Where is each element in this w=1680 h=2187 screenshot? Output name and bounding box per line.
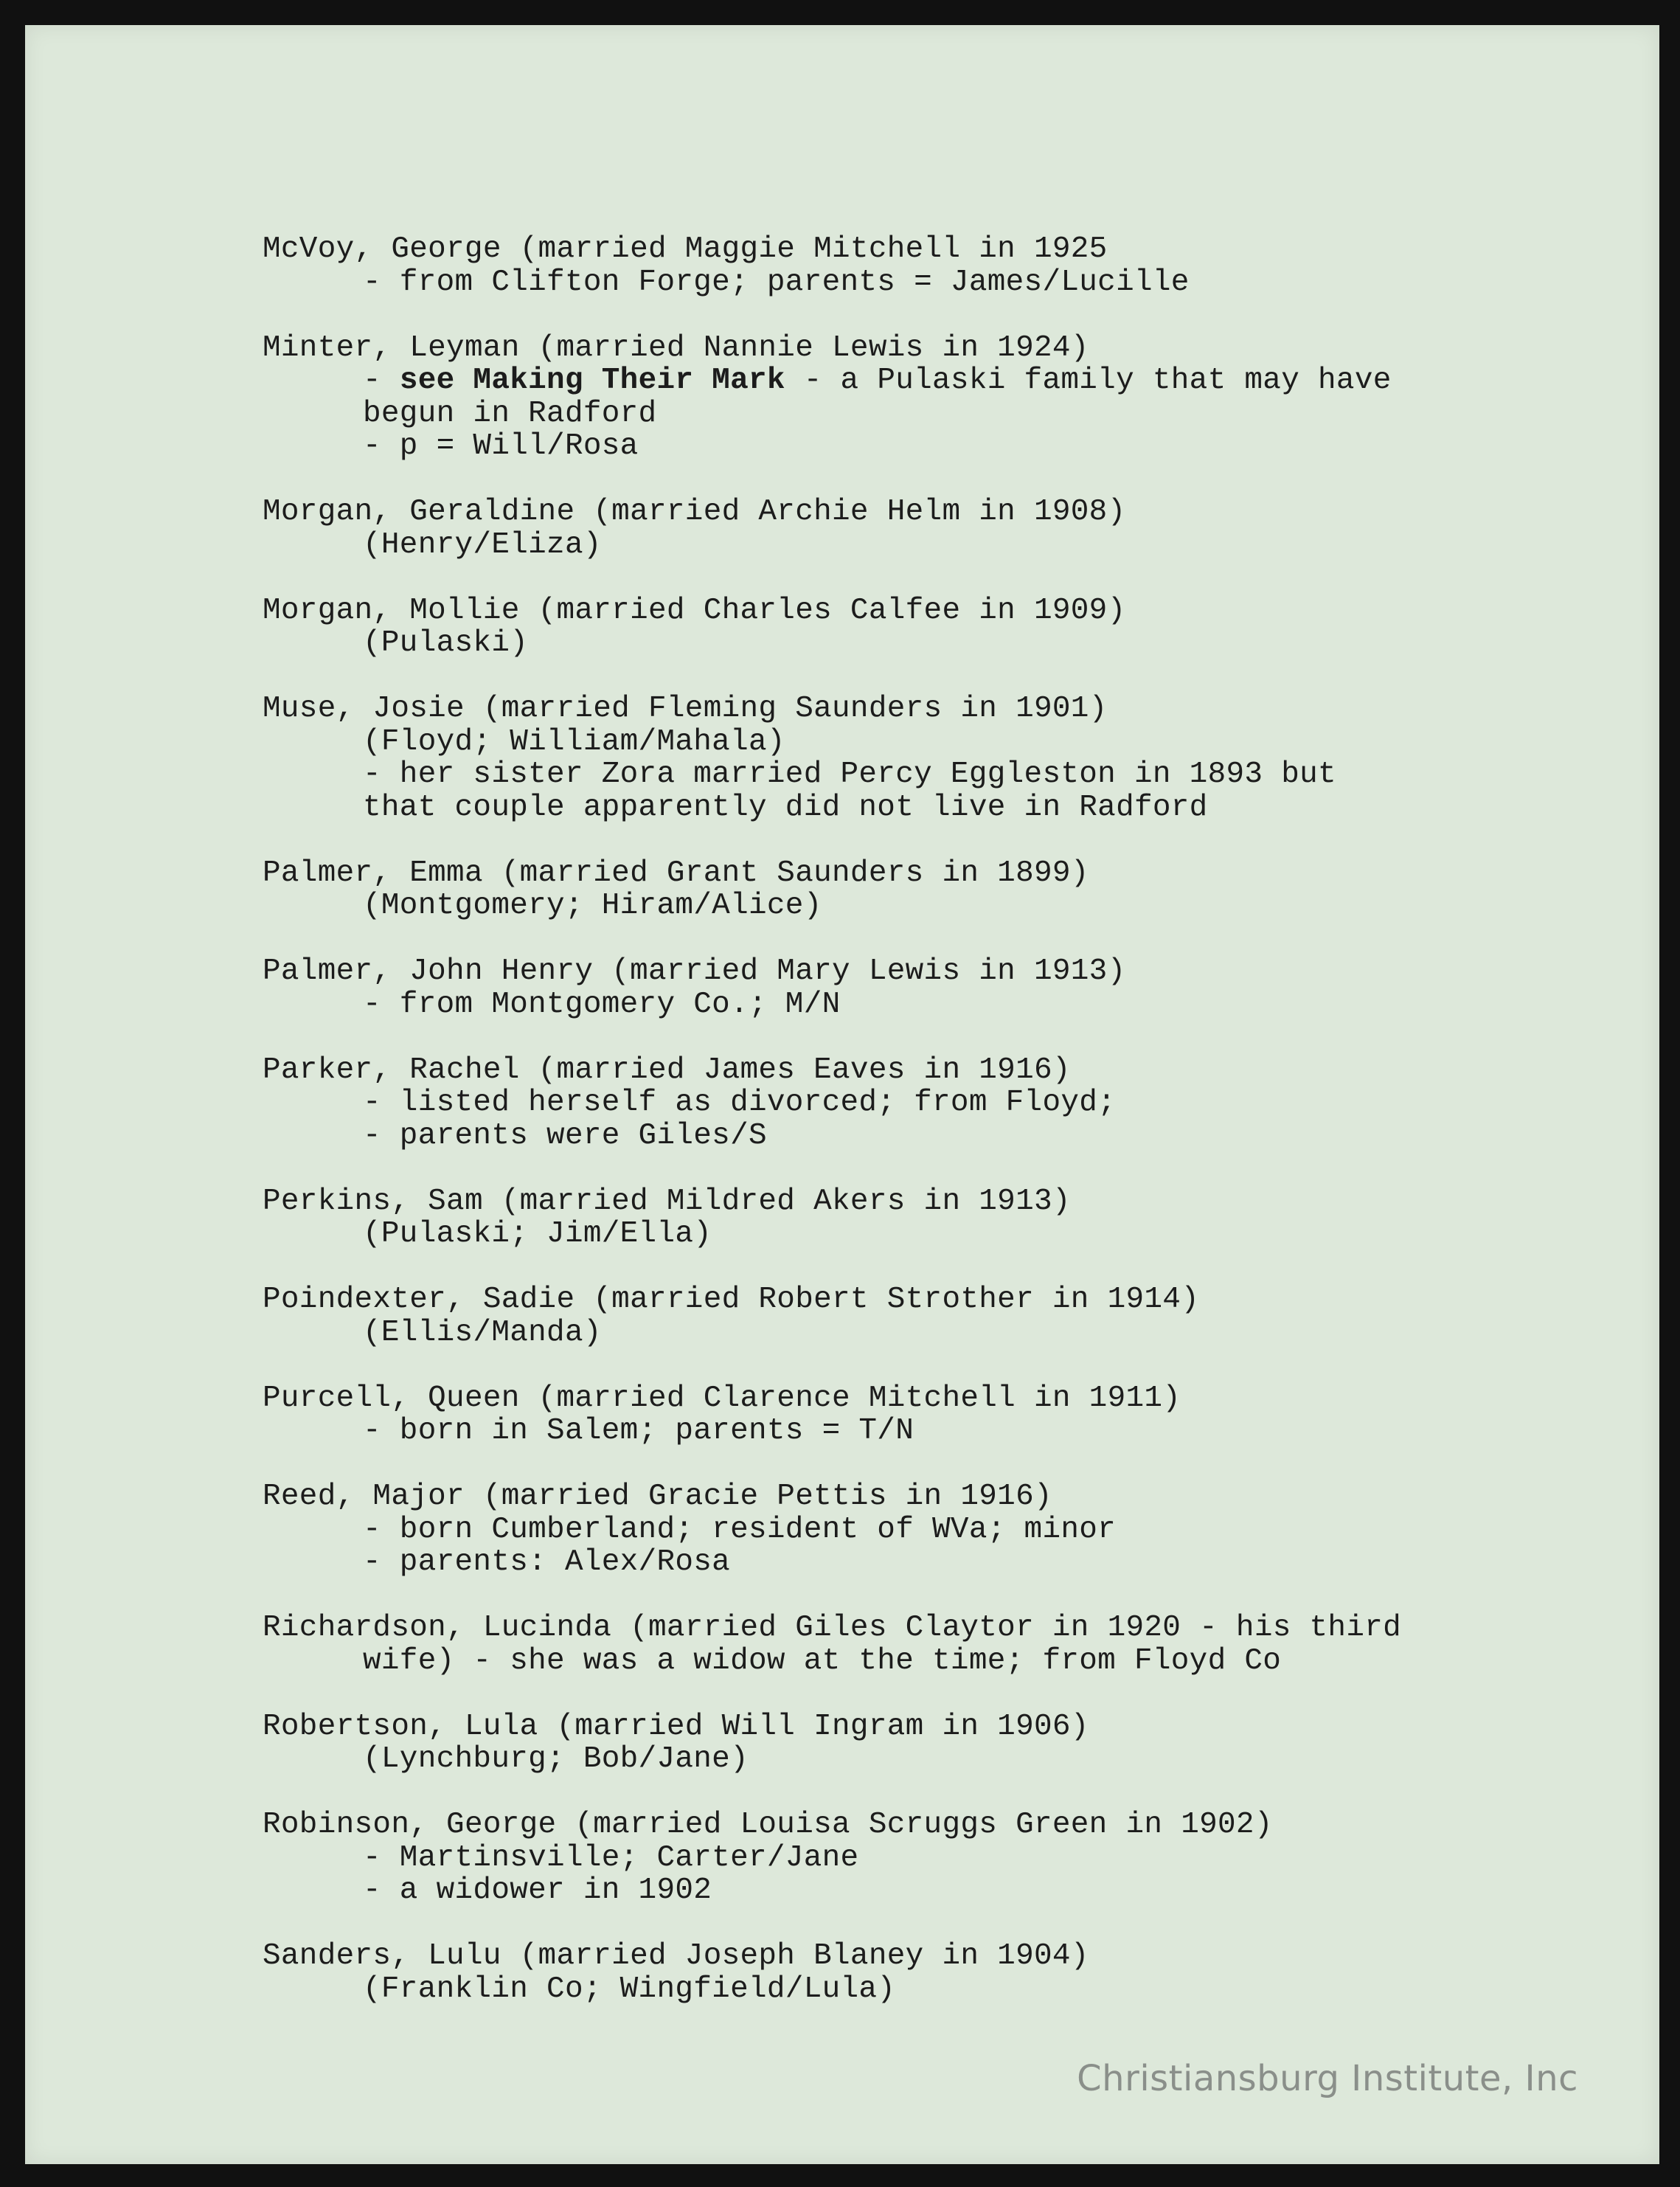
detail-text: wife) - she was a widow at the time; from Floyd Co [363, 1643, 1282, 1678]
entry [263, 1480, 1605, 1579]
entry [263, 1054, 1605, 1153]
entry [263, 1711, 1605, 1776]
detail-text: - from Montgomery Co.; M/N [363, 987, 841, 1022]
document-page [25, 25, 1659, 2164]
entry-heading: Perkins, Sam (married Mildred Akers in 1913) [263, 1184, 1071, 1219]
entry-detail-line [263, 1415, 1605, 1448]
detail-text: (Ellis/Manda) [363, 1315, 602, 1350]
entry [263, 1809, 1605, 1907]
entry-detail-line [263, 988, 1605, 1022]
detail-text: (Floyd; William/Mahala) [363, 724, 785, 759]
detail-text: - a widower in 1902 [363, 1874, 712, 1907]
entry [263, 233, 1605, 299]
entry-detail-line [263, 529, 1605, 562]
entry-heading: Muse, Josie (married Fleming Saunders in 1901) [263, 692, 1108, 726]
entry-detail-line [263, 1317, 1605, 1350]
entry-detail-line [263, 398, 1605, 431]
entry [263, 693, 1605, 824]
entry-heading: McVoy, George (married Maggie Mitchell in 1925 [263, 232, 1108, 266]
entry [263, 1382, 1605, 1448]
bold-reference: see Making Their Mark [399, 364, 785, 398]
detail-text: - parents: Alex/Rosa [363, 1545, 731, 1579]
detail-text: - Martinsville; Carter/Jane [363, 1840, 859, 1875]
entry-detail-line [263, 791, 1605, 825]
entry [263, 1283, 1605, 1349]
entry-heading: Robinson, George (married Louisa Scruggs Green in 1902) [263, 1808, 1273, 1842]
entry-detail-line [263, 758, 1605, 791]
entry-detail-line [263, 266, 1605, 299]
detail-text: that couple apparently did not live in Radford [363, 790, 1208, 825]
detail-text: (Henry/Eliza) [363, 527, 602, 562]
detail-text: (Montgomery; Hiram/Alice) [363, 889, 822, 923]
entry-heading: Robertson, Lula (married Will Ingram in 1906) [263, 1709, 1089, 1744]
entry-detail-line [263, 1973, 1605, 2006]
entry-heading: Morgan, Mollie (married Charles Calfee in 1909) [263, 593, 1126, 628]
detail-text: - her sister Zora married Percy Eggleston in 1893 but [363, 758, 1336, 791]
detail-text: (Lynchburg; Bob/Jane) [363, 1742, 749, 1776]
entry-heading: Poindexter, Sadie (married Robert Strother in 1914) [263, 1283, 1200, 1317]
entry-detail-line [263, 1645, 1605, 1678]
entry-detail-line [263, 1120, 1605, 1153]
entry-heading: Minter, Leyman (married Nannie Lewis in 1924) [263, 330, 1089, 365]
detail-text: begun in Radford [363, 396, 657, 431]
entry-heading: Morgan, Geraldine (married Archie Helm in 1908) [263, 495, 1126, 529]
entry-heading: Sanders, Lulu (married Joseph Blaney in 1904) [263, 1939, 1089, 1973]
entry-detail-line [263, 890, 1605, 923]
entry-heading: Richardson, Lucinda (married Giles Claytor in 1920 - his third [263, 1611, 1402, 1645]
entry-detail-line [263, 1086, 1605, 1120]
entry-detail-line [263, 1842, 1605, 1875]
entry [263, 1185, 1605, 1251]
detail-text: - from Clifton Forge; parents = James/Lucille [363, 265, 1190, 299]
detail-text: - parents were Giles/S [363, 1118, 767, 1153]
entry-heading: Parker, Rachel (married James Eaves in 1916) [263, 1053, 1071, 1087]
entry-detail-line [263, 1743, 1605, 1776]
detail-text: - a Pulaski family that may have [785, 364, 1392, 398]
detail-text: (Pulaski) [363, 626, 529, 660]
entry [263, 955, 1605, 1021]
detail-text: - listed herself as divorced; from Floyd; [363, 1086, 1117, 1120]
entry-detail-line [263, 430, 1605, 463]
entry [263, 1612, 1605, 1677]
entry-heading: Purcell, Queen (married Clarence Mitchell in 1911) [263, 1381, 1181, 1415]
detail-text: (Franklin Co; Wingfield/Lula) [363, 1972, 896, 2006]
entry [263, 496, 1605, 561]
entry [263, 1940, 1605, 2006]
detail-text: - [363, 364, 400, 398]
entry-list [263, 233, 1605, 2039]
detail-text: - p = Will/Rosa [363, 429, 639, 463]
entry-detail-line [263, 1218, 1605, 1251]
entry-detail-line [263, 1874, 1605, 1907]
detail-text: - born in Salem; parents = T/N [363, 1414, 914, 1448]
entry-heading: Palmer, John Henry (married Mary Lewis in 1913) [263, 954, 1126, 988]
entry-detail-line [263, 726, 1605, 759]
entry-heading: Palmer, Emma (married Grant Saunders in 1899) [263, 856, 1089, 890]
detail-text: - born Cumberland; resident of WVa; minor [363, 1512, 1117, 1547]
entry-detail-line [263, 1514, 1605, 1547]
entry [263, 595, 1605, 660]
entry-detail-line [263, 627, 1605, 660]
detail-text: (Pulaski; Jim/Ella) [363, 1217, 712, 1251]
entry-detail-line [263, 1546, 1605, 1579]
entry-heading: Reed, Major (married Gracie Pettis in 1916) [263, 1480, 1052, 1514]
watermark: Christiansburg Institute, Inc [1077, 2058, 1578, 2099]
entry [263, 857, 1605, 923]
entry-detail-line [263, 364, 1605, 398]
entry [263, 332, 1605, 463]
